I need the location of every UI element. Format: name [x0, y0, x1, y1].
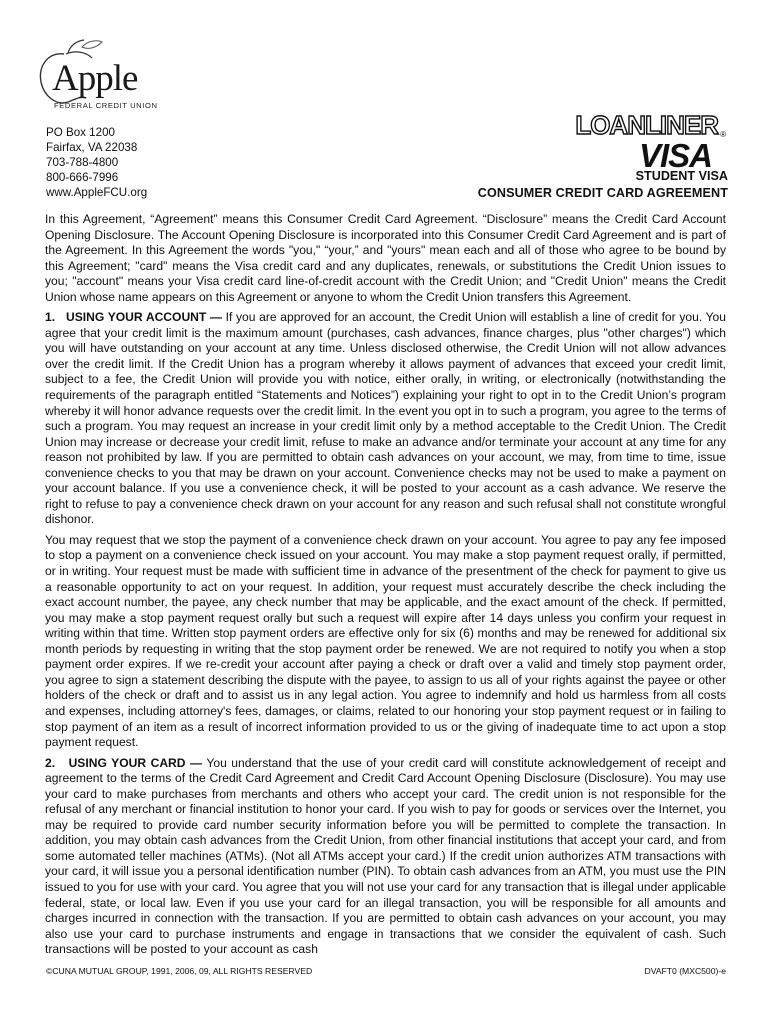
stop-payment-paragraph: You may request that we stop the payment of a convenience check drawn on your account. You agree to pay any fee imposed to stop a payment on a convenience check issued on your account. You may make a stop payment request orally, if permitted, or in writing. Your request must be made with sufficient time in advance of the presentment of the check for payment to give us a reasonable opportunity to act on your request. In addition, your request must accurately describe the check including the exact account number, the payee, any check number that may be applicable, and the exact amount of the check. If permitted, you may make a stop payment request orally but such a request will expire after 14 days unless you confirm your request in writing within that time. Written stop payment orders are effective only for six (6) months and may be renewed for additional six month periods by requesting in writing that the stop payment order be renewed. We are not required to notify you when a stop payment order expires. If we re-credit your account after paying a check or draft over a valid and timely stop payment order, you agree to sign a statement describing the dispute with the payee, to assign to us all of your rights against the payee or other holders of the check or draft and to assist us in any legal action. You agree to indemnify and hold us harmless from all costs and expenses, including attorney's fees, damages, or claims, related to our honoring your stop payment request or in failing to stop payment of an item as a result of incorrect information provided to us or the giving of inadequate time to act upon a stop payment request.	[45, 532, 726, 750]
section-number: 1.	[45, 310, 56, 325]
address-line: Fairfax, VA 22038	[46, 141, 138, 154]
document-title	[478, 168, 728, 202]
loanliner-visa-logo	[566, 112, 726, 174]
apple-fcu-logo	[36, 38, 166, 116]
section-1-paragraph	[45, 310, 726, 528]
form-number: DVAFT0 (MXC500)-e	[644, 966, 726, 976]
website-line: www.AppleFCU.org	[46, 186, 148, 199]
registered-mark: ®	[720, 130, 726, 139]
title-line-1: STUDENT VISA	[635, 169, 728, 183]
section-heading: USING YOUR CARD —	[68, 755, 203, 770]
section-text: If you are approved for an account, the Credit Union will establish a line of credit for you. You agree that your credit limit is the maximum amount (purchases, cash advances, finance charges, plus "other charges") which you will have outstanding on your account at any time. Unless disclosed otherwise, the Credit Union will not allow advances over the credit limit. If the Credit Union has a program whereby it allows payment of advances that exceed your credit limit, subject to a fee, the Credit Union will provide you with notice, either orally, in writing, or electronically (notwithstanding the requirements of the paragraph entitled “Statements and Notices”) explaining your right to opt in to the Credit Union’s program whereby it will honor advance requests over the credit limit. In the event you opt in to such a program, you agree to the terms of such a program. You may request an increase in your credit limit only by a method acceptable to the Credit Union. The Credit Union may increase or decrease your credit limit, refuse to make an advance and/or terminate your account at any time for any reason not prohibited by law. If you are permitted to obtain cash advances on your account, we may, from time to time, issue convenience checks to you that may be drawn on your account. Convenience checks may not be used to make a payment on your account balance. If you use a convenience check, it will be posted to your account as a cash advance. We reserve the right to refuse to pay a convenience check drawn on your account for any reason and such refusal shall not constitute wrongful dishonor.	[45, 310, 726, 527]
agreement-body	[45, 212, 726, 958]
visa-wordmark: VISA	[638, 137, 712, 174]
address-line: PO Box 1200	[46, 126, 115, 139]
phone-line: 800-666-7996	[46, 171, 119, 184]
section-text: You understand that the use of your credit card will constitute acknowledgement of receipt and agreement to the terms of the Credit Card Agreement and Credit Card Account Opening Disclosure (Disclosure). You may use your card to make purchases from merchants and others who accept your card. The credit union is not responsible for the refusal of any merchant or financial institution to honor your card. If you wish to pay for goods or services over the Internet, you may be required to provide card number security information before you will be permitted to complete the transaction. In addition, you may obtain cash advances from the Credit Union, from other financial institutions that accept your card, and from some automated teller machines (ATMs). (Not all ATMs accept your card.) If the credit union authorizes ATM transactions with your card, it will issue you a personal identification number (PIN). To obtain cash advances from an ATM, you must use the PIN issued to you for use with your card. You agree that you will not use your card for any transaction that is illegal under applicable federal, state, or local law. Even if you use your card for an illegal transaction, you will be responsible for all amounts and charges incurred in connection with the transaction. If you are permitted to obtain cash advances on your account, you may also use your card to purchase instruments and engage in transactions that we consider the equivalent of cash. Such transactions will be posted to your account as cash	[45, 755, 726, 957]
mailing-address	[46, 125, 147, 200]
logo-wordmark: Apple	[52, 58, 138, 99]
section-number: 2.	[45, 755, 56, 770]
copyright-notice: ©CUNA MUTUAL GROUP, 1991, 2006, 09, ALL RIGHTS RESERVED	[46, 966, 313, 976]
section-heading: USING YOUR ACCOUNT —	[66, 310, 223, 325]
phone-line: 703-788-4800	[46, 156, 119, 169]
loanliner-wordmark: LOANLINER	[575, 110, 718, 140]
section-2-paragraph	[45, 756, 726, 958]
logo-subtitle: FEDERAL CREDIT UNION	[54, 101, 158, 110]
intro-paragraph: In this Agreement, “Agreement” means this Consumer Credit Card Agreement. “Disclosure” means the Credit Card Account Opening Disclosure. The Account Opening Disclosure is incorporated into this Consumer Credit Card Agreement and is part of the Agreement. In this Agreement the words "you," “your,” and "yours" mean each and all of those who agree to be bound by this Agreement; "card" means the Visa credit card and any duplicates, renewals, or substitutions the Credit Union issues to you; "account" means your Visa credit card line-of-credit account with the Credit Union; and "Credit Union" means the Credit Union whose name appears on this Agreement or anyone to whom the Credit Union transfers this Agreement.	[45, 212, 726, 304]
title-line-2: CONSUMER CREDIT CARD AGREEMENT	[477, 186, 728, 200]
